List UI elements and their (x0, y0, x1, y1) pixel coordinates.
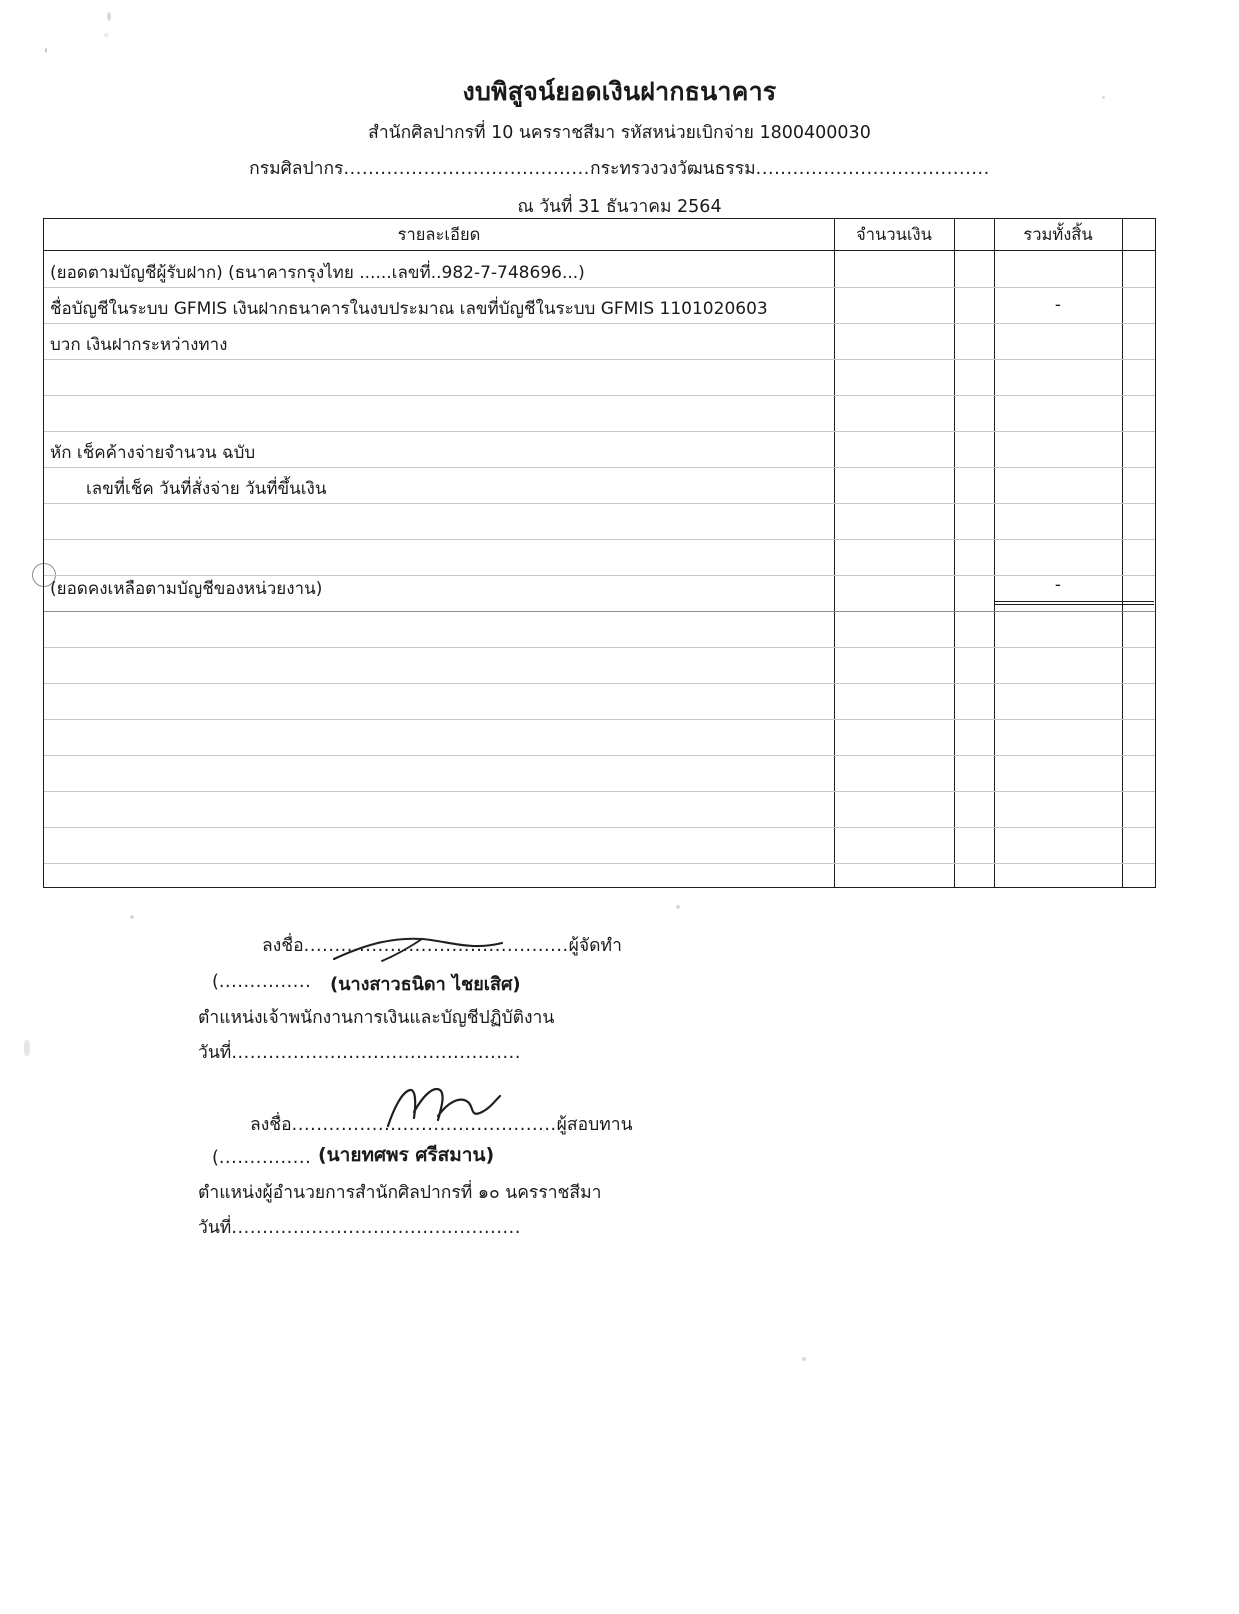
table-row: หัก เช็คค้างจ่ายจำนวน ฉบับ (50, 443, 256, 463)
prepared-name-open: ( (212, 972, 219, 992)
row-rule (44, 539, 1155, 540)
scan-speck (107, 12, 111, 21)
handwritten-signature-icon (382, 1078, 512, 1134)
dotted-fill-2: ...................................... (755, 159, 990, 179)
handwritten-signature-icon (330, 925, 520, 971)
table-row: (ยอดตามบัญชีผู้รับฝาก) (ธนาคารกรุงไทย ......เลขที่..982-7-748696...) (50, 263, 585, 283)
reviewed-position: ผู้อำนวยการสำนักศิลปากรที่ ๑๐ นครราชสีมา (262, 1183, 602, 1203)
prepared-date-dots: ............................................... (231, 1043, 521, 1063)
column-header-detail: รายละเอียด (397, 225, 481, 244)
reviewed-name: (นายทศพร ศรีสมาน) (318, 1144, 495, 1166)
reviewed-name-open: ( (212, 1148, 219, 1168)
row-rule (44, 647, 1155, 648)
column-rule-4 (1122, 219, 1123, 887)
prepared-position: เจ้าพนักงานการเงินและบัญชีปฏิบัติงาน (262, 1008, 555, 1028)
row-rule (44, 395, 1155, 396)
scan-mark: ' (44, 47, 48, 63)
column-header-total-sub (1122, 219, 1154, 251)
reviewed-date-dots: ............................................... (231, 1218, 521, 1238)
row-rule (44, 287, 1155, 288)
grand-total-underline (994, 601, 1154, 602)
total-value: - (1054, 575, 1062, 595)
scan-speck (676, 905, 680, 909)
reviewed-position-label: ตำแหน่ง (198, 1183, 263, 1203)
prepared-name: (นางสาวธนิดา ไชยเสิศ) (330, 974, 521, 995)
column-header-amount: จำนวนเงิน (856, 225, 932, 244)
row-rule (44, 503, 1155, 504)
column-header-amount-sub (954, 219, 994, 251)
department-ministry-line (0, 154, 1239, 182)
reconciliation-table (43, 218, 1156, 888)
row-rule (44, 467, 1155, 468)
column-rule-2 (954, 219, 955, 887)
prepared-role-label: ผู้จัดทำ (568, 936, 622, 956)
office-line: สำนักศิลปากรที่ 10 นครราชสีมา รหัสหน่วยเบิกจ่าย 1800400030 (368, 123, 871, 143)
row-rule (44, 827, 1155, 828)
row-rule (44, 683, 1155, 684)
scan-mark: ◦ (103, 29, 110, 42)
reviewed-name-dots: ............... (218, 1148, 312, 1168)
prepared-sign-label: ลงชื่อ (262, 936, 304, 956)
prepared-sign-dots: ........................................... (303, 936, 569, 956)
row-rule (44, 611, 1155, 612)
reviewed-sign-dots: ........................................... (291, 1115, 557, 1135)
column-rule-1 (834, 219, 835, 887)
table-row: เลขที่เช็ค วันที่สั่งจ่าย วันที่ขึ้นเงิน (86, 479, 327, 499)
prepared-name-dots: ............... (218, 972, 312, 992)
prepared-date-label: วันที่ (198, 1043, 232, 1063)
table-row: บวก เงินฝากระหว่างทาง (50, 335, 228, 355)
row-rule (44, 359, 1155, 360)
row-rule (44, 755, 1155, 756)
row-rule (44, 863, 1155, 864)
prepared-position-line (198, 1003, 554, 1031)
dotted-fill-1: ........................................ (343, 159, 590, 179)
reviewed-sign-label: ลงชื่อ (250, 1115, 292, 1135)
reviewed-name-line (212, 1148, 311, 1168)
page-title: งบพิสูจน์ยอดเงินฝากธนาคาร (462, 77, 777, 106)
row-rule (44, 791, 1155, 792)
row-rule (44, 431, 1155, 432)
ministry-label: กระทรวงวงวัฒนธรรม (589, 159, 756, 179)
prepared-date-line (198, 1038, 521, 1066)
reviewed-role-label: ผู้สอบทาน (556, 1115, 633, 1135)
column-header-total: รวมทั้งสิ้น (1023, 225, 1093, 244)
scan-speck (24, 1040, 30, 1056)
column-rule-3 (994, 219, 995, 887)
prepared-position-label: ตำแหน่ง (198, 1008, 263, 1028)
reviewed-date-line (198, 1213, 521, 1241)
reviewed-position-line (198, 1178, 601, 1206)
scan-speck (130, 915, 134, 919)
department-label: กรมศิลปากร (249, 159, 344, 179)
prepared-name-line (212, 972, 311, 992)
row-rule (44, 719, 1155, 720)
as-of-date-line: ณ วันที่ 31 ธันวาคม 2564 (517, 197, 722, 217)
row-rule (44, 323, 1155, 324)
total-value: - (1054, 295, 1062, 315)
reviewed-date-label: วันที่ (198, 1218, 232, 1238)
scan-speck (802, 1357, 806, 1361)
table-row: (ยอดคงเหลือตามบัญชีของหน่วยงาน) (50, 579, 323, 599)
table-row: ชื่อบัญชีในระบบ GFMIS เงินฝากธนาคารในงบประมาณ เลขที่บัญชีในระบบ GFMIS 1101020603 (50, 299, 768, 319)
